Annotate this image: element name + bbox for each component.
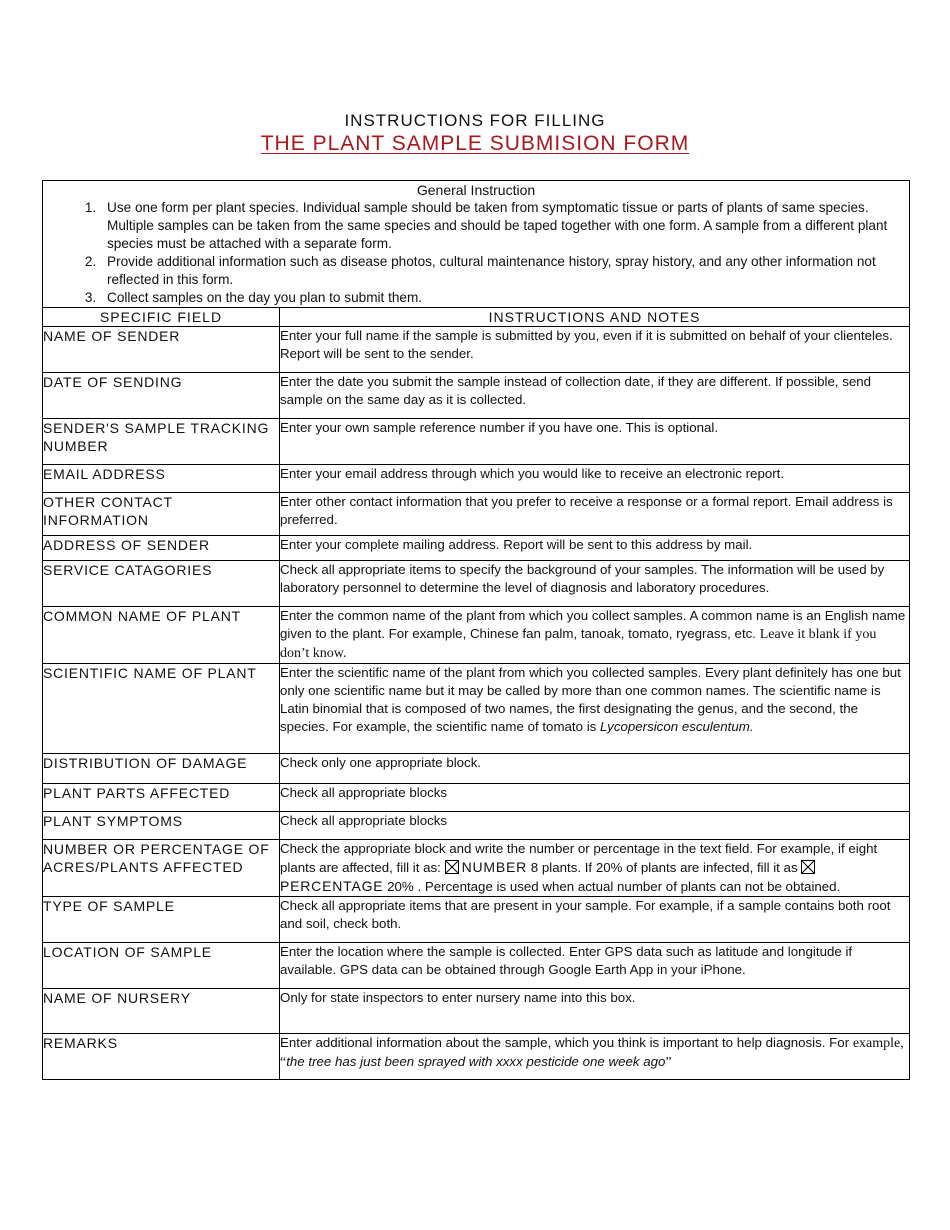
field-label: NAME OF NURSERY <box>43 989 280 1034</box>
field-note-text: Enter additional information about the sample, which you think is important to help diagnosis. For <box>280 1035 850 1050</box>
field-label: OTHER CONTACT INFORMATION <box>43 493 280 536</box>
table-row <box>43 664 910 754</box>
field-note <box>280 664 910 754</box>
table-row <box>43 373 910 419</box>
table-row <box>43 897 910 943</box>
field-note: Enter the location where the sample is collected. Enter GPS data such as latitude and longitude if available. GPS data can be obtained through Google Earth App in your iPhone. <box>280 943 910 989</box>
general-instruction-item: 1. Use one form per plant species. Individual sample should be taken from symptomatic tissue or parts of plants of same species. Multiple samples can be taken from the same species and should be taped together with one form. A sample from a different plant species must be attached with a separate form. <box>100 199 909 253</box>
field-label: SCIENTIFIC NAME OF PLANT <box>43 664 280 754</box>
field-note-text: Check the appropriate block and write the number or percentage in the text field. For example, if eight plants are affected, fill it as: <box>280 841 878 875</box>
table-row <box>43 493 910 536</box>
field-label: NUMBER OR PERCENTAGE OF ACRES/PLANTS AFFECTED <box>43 840 280 897</box>
field-label: DISTRIBUTION OF DAMAGE <box>43 754 280 784</box>
field-note-text: Enter the scientific name of the plant from which you collected samples. Every plant definitely has one but only one scientific name but it may be called by more than one common names. The scientific name is Latin binomial that is composed of two names, the first designating the genus, and the second, the species. For example, the scientific name of tomato is <box>280 665 901 734</box>
field-note: Enter your own sample reference number if you have one. This is optional. <box>280 419 910 465</box>
field-note-italic: Lycopersicon esculentum. <box>600 719 754 734</box>
general-instruction-item: 3. Collect samples on the day you plan to submit them. <box>100 289 909 307</box>
table-row <box>43 419 910 465</box>
field-note: Check all appropriate blocks <box>280 812 910 840</box>
field-note-text: 8 plants. If 20% of plants are infected, fill it as <box>530 860 798 875</box>
checked-box-icon <box>801 860 815 874</box>
table-row <box>43 1034 910 1080</box>
table-row <box>43 754 910 784</box>
table-row <box>43 327 910 373</box>
field-note: Enter other contact information that you prefer to receive a response or a formal report. Email address is preferred. <box>280 493 910 536</box>
field-label: PLANT PARTS AFFECTED <box>43 784 280 812</box>
table-row <box>43 784 910 812</box>
table-row <box>43 943 910 989</box>
column-header-field: SPECIFIC FIELD <box>43 308 280 327</box>
number-option-label: NUMBER <box>461 859 528 875</box>
table-row <box>43 840 910 897</box>
field-note-prefix: example, “ <box>280 1036 904 1070</box>
field-label: ADDRESS OF SENDER <box>43 536 280 561</box>
field-note: Check all appropriate blocks <box>280 784 910 812</box>
field-note: Only for state inspectors to enter nursery name into this box. <box>280 989 910 1034</box>
instructions-table <box>42 180 910 1080</box>
field-label: SENDER'S SAMPLE TRACKING NUMBER <box>43 419 280 465</box>
field-note: Enter the date you submit the sample instead of collection date, if they are different. If possible, send sample on the same day as it is collected. <box>280 373 910 419</box>
column-header-row <box>43 308 910 327</box>
field-label: REMARKS <box>43 1034 280 1080</box>
general-instruction-list <box>43 199 909 307</box>
table-row <box>43 989 910 1034</box>
field-note <box>280 1034 910 1080</box>
field-note: Check all appropriate items to specify the background of your samples. The information will be used by laboratory personnel to determine the level of diagnosis and laboratory procedures. <box>280 561 910 607</box>
field-label: TYPE OF SAMPLE <box>43 897 280 943</box>
percentage-option-label: PERCENTAGE <box>280 878 384 894</box>
general-instruction-row <box>43 181 910 308</box>
field-note-italic: the tree has just been sprayed with xxxx pesticide one week ago <box>286 1054 666 1069</box>
field-note-extra: Leave it blank if you don’t know. <box>280 627 877 661</box>
field-note: Enter your full name if the sample is submitted by you, even if it is submitted on behalf of your clienteles. Report will be sent to the sender. <box>280 327 910 373</box>
field-label: PLANT SYMPTOMS <box>43 812 280 840</box>
checked-box-icon <box>445 860 459 874</box>
field-note-suffix: ” <box>665 1055 672 1070</box>
field-label: SERVICE CATAGORIES <box>43 561 280 607</box>
form-title <box>0 132 950 156</box>
general-instruction-heading: General Instruction <box>416 182 536 198</box>
table-row <box>43 465 910 493</box>
field-note: Check all appropriate items that are present in your sample. For example, if a sample contains both root and soil, check both. <box>280 897 910 943</box>
form-title-text: THE PLANT SAMPLE SUBMISION FORM <box>260 132 690 155</box>
field-label: NAME OF SENDER <box>43 327 280 373</box>
general-instruction-cell <box>43 181 910 308</box>
table-row <box>43 607 910 664</box>
general-instruction-item: 2. Provide additional information such as disease photos, cultural maintenance history, spray history, and any other information not reflected in this form. <box>100 253 909 289</box>
field-note <box>280 607 910 664</box>
page-title: INSTRUCTIONS FOR FILLING <box>344 111 606 130</box>
field-note: Check only one appropriate block. <box>280 754 910 784</box>
field-note <box>280 840 910 897</box>
field-label: EMAIL ADDRESS <box>43 465 280 493</box>
column-header-notes: INSTRUCTIONS AND NOTES <box>280 308 910 327</box>
field-note-text: 20% . Percentage is used when actual number of plants can not be obtained. <box>387 879 841 894</box>
field-note: Enter your complete mailing address. Report will be sent to this address by mail. <box>280 536 910 561</box>
table-row <box>43 536 910 561</box>
field-label: COMMON NAME OF PLANT <box>43 607 280 664</box>
table-row <box>43 812 910 840</box>
table-row <box>43 561 910 607</box>
field-label: LOCATION OF SAMPLE <box>43 943 280 989</box>
field-note-text: Enter the common name of the plant from which you collect samples. A common name is an English name given to the plant. For example, Chinese fan palm, tanoak, tomato, ryegrass, etc. <box>280 608 906 641</box>
field-note: Enter your email address through which you would like to receive an electronic report. <box>280 465 910 493</box>
field-label: DATE OF SENDING <box>43 373 280 419</box>
